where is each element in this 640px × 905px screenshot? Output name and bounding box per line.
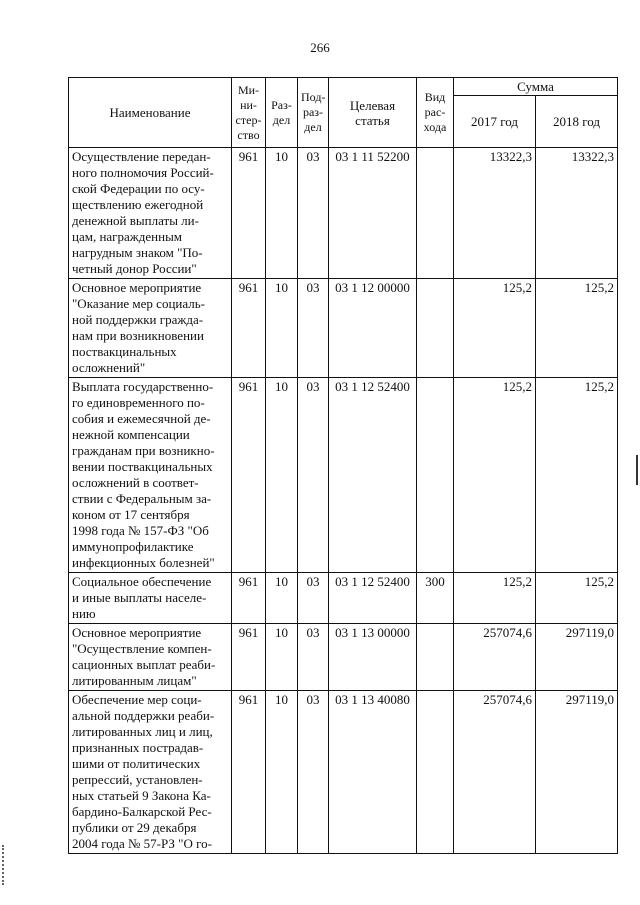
header-target-article: Целевая статья <box>329 78 417 148</box>
row-name: Социальное обеспечение и иные выплаты населе- нию <box>69 573 232 624</box>
row-name: Осуществление передан- ного полномочия Россий- ской Федерации по осу- ществлению ежегодной денежной выплаты ли- цам, награжденным нагрудным знаком "По- четный донор России" <box>69 148 232 279</box>
row-section: 10 <box>266 279 298 378</box>
row-sum-2018: 297119,0 <box>536 691 618 854</box>
row-sum-2017: 257074,6 <box>454 624 536 691</box>
page-number: 266 <box>310 40 330 55</box>
row-sum-2018: 125,2 <box>536 573 618 624</box>
margin-mark <box>636 455 638 485</box>
row-target-article: 03 1 13 00000 <box>329 624 417 691</box>
row-expense-type <box>417 624 454 691</box>
row-ministry: 961 <box>232 378 266 573</box>
header-subsection: Под- раз- дел <box>298 78 329 148</box>
table-body <box>69 148 618 854</box>
row-name: Выплата государственно- го единовременного по- собия и ежемесячной де- нежной компенсации гражданам при возникно- вении поствакцинальных осложнений в соответ- ствии с Федеральным за- коном от 17 сентября 1998 года № 157-ФЗ "Об иммунопрофилактике инфекционных болезней" <box>69 378 232 573</box>
table-row <box>69 691 618 854</box>
row-subsection: 03 <box>298 573 329 624</box>
row-subsection: 03 <box>298 624 329 691</box>
table-row <box>69 624 618 691</box>
row-target-article: 03 1 11 52200 <box>329 148 417 279</box>
row-target-article: 03 1 13 40080 <box>329 691 417 854</box>
row-subsection: 03 <box>298 691 329 854</box>
header-sum: Сумма <box>454 78 618 96</box>
table-row <box>69 279 618 378</box>
row-section: 10 <box>266 378 298 573</box>
row-sum-2017: 257074,6 <box>454 691 536 854</box>
row-ministry: 961 <box>232 279 266 378</box>
row-name: Основное мероприятие "Осуществление компен- сационных выплат реаби- литированным лицам" <box>69 624 232 691</box>
header-section: Раз- дел <box>266 78 298 148</box>
header-expense-type: Вид рас- хода <box>417 78 454 148</box>
row-sum-2017: 13322,3 <box>454 148 536 279</box>
row-section: 10 <box>266 148 298 279</box>
row-subsection: 03 <box>298 378 329 573</box>
row-name: Обеспечение мер соци- альной поддержки реаби- литированных лиц и лиц, признанных пострадав- шими от политических репрессий, установлен- ных статьей 9 Закона Ка- бардино-Балкарской Рес- публики от 29 декабря 2004 года № 57-РЗ "О го- <box>69 691 232 854</box>
row-subsection: 03 <box>298 148 329 279</box>
row-ministry: 961 <box>232 691 266 854</box>
row-expense-type <box>417 148 454 279</box>
table-row <box>69 573 618 624</box>
row-expense-type: 300 <box>417 573 454 624</box>
row-subsection: 03 <box>298 279 329 378</box>
header-year-2018: 2018 год <box>536 96 618 148</box>
row-ministry: 961 <box>232 624 266 691</box>
header-name: Наименование <box>69 78 232 148</box>
row-sum-2017: 125,2 <box>454 279 536 378</box>
row-expense-type <box>417 279 454 378</box>
table-row <box>69 148 618 279</box>
header-year-2017: 2017 год <box>454 96 536 148</box>
row-target-article: 03 1 12 52400 <box>329 573 417 624</box>
budget-table <box>68 77 618 854</box>
row-expense-type <box>417 691 454 854</box>
row-ministry: 961 <box>232 148 266 279</box>
row-section: 10 <box>266 624 298 691</box>
row-sum-2018: 297119,0 <box>536 624 618 691</box>
row-sum-2017: 125,2 <box>454 378 536 573</box>
row-section: 10 <box>266 691 298 854</box>
row-target-article: 03 1 12 52400 <box>329 378 417 573</box>
row-sum-2018: 125,2 <box>536 378 618 573</box>
row-sum-2018: 125,2 <box>536 279 618 378</box>
row-sum-2017: 125,2 <box>454 573 536 624</box>
row-name: Основное мероприятие "Оказание мер социаль- ной поддержки гражда- нам при возникновении поствакцинальных осложнений" <box>69 279 232 378</box>
table-row <box>69 378 618 573</box>
margin-dots <box>2 845 6 885</box>
row-section: 10 <box>266 573 298 624</box>
row-sum-2018: 13322,3 <box>536 148 618 279</box>
row-ministry: 961 <box>232 573 266 624</box>
row-target-article: 03 1 12 00000 <box>329 279 417 378</box>
row-expense-type <box>417 378 454 573</box>
header-ministry: Ми- ни- стер- ство <box>232 78 266 148</box>
